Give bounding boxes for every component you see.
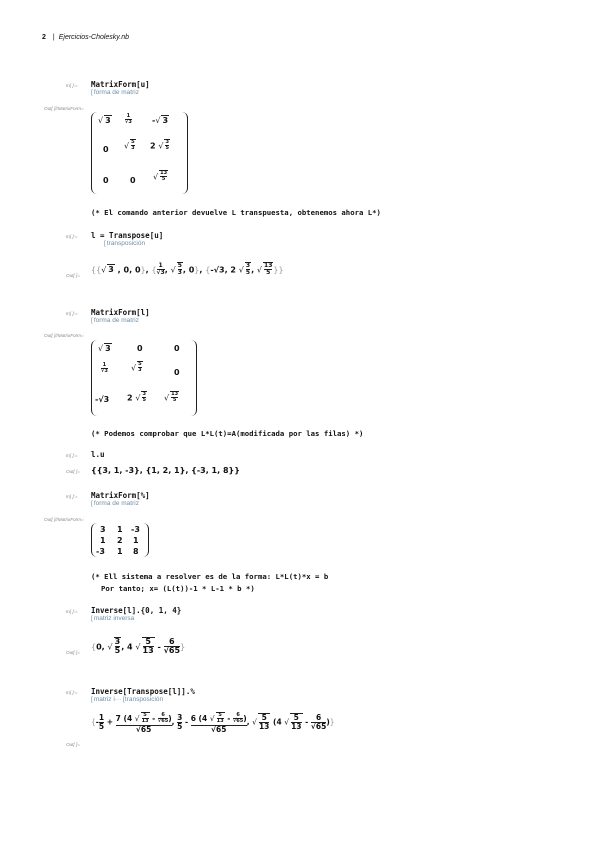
out-matrixform-label: Out[ ]//MatrixForm= [44, 333, 84, 338]
l-22: √ $\frac{5}{3}$ [131, 361, 142, 374]
p-22: 2 [117, 536, 123, 545]
u-21: 0 [103, 145, 109, 154]
page-number: 2 [42, 34, 46, 41]
p-11: 3 [100, 525, 106, 534]
page-header [42, 34, 129, 41]
out-matrixform-label: Out[ ]//MatrixForm= [44, 106, 84, 111]
u-33: √ $\frac{13}{5}$ [153, 170, 168, 183]
out-matrixform-label: Out[ ]//MatrixForm= [44, 517, 84, 522]
output-cell-7: {- $\frac{1}{5}$ + 7 (4 √ $\frac{5}{13}$ - $\frac{6}{√65}$ ) √65 , $\frac{3}{5}$ - 6 (4 √ $\frac{5}{13}$ - $\frac{6}{√65}$ ) √65 , √ $\frac{5}{13}$ (4 √ $\frac{5}{13}$ - $\frac{6}{√65}$ )} [91, 712, 335, 734]
u-22: √ $\frac{5}{3}$ [124, 139, 135, 152]
u-11: √ 3 [98, 116, 111, 125]
input-cell-5[interactable]: MatrixForm[%] [91, 491, 150, 500]
in-label: In[ ]:= [66, 690, 78, 695]
input-cell-4[interactable]: l.u [91, 450, 105, 459]
u-23: 2 √ $\frac{3}{5}$ [150, 139, 169, 152]
input-cell-2[interactable]: l = Transpose[u] [91, 231, 164, 240]
p-12: 1 [117, 525, 123, 534]
out-label: Out[ ]= [66, 742, 80, 747]
l-23: 0 [174, 368, 180, 377]
u-13: -√ 3 [152, 116, 169, 125]
l-21: $\frac{1}{√3}$ [101, 362, 108, 375]
u-32: 0 [130, 176, 136, 185]
output-cell-6: {0, √ $\frac{3}{5}$ , 4 √ $\frac{5}{13}$ - $\frac{6}{√65}$ } [91, 637, 186, 656]
hint-forma-de-matriz: [ forma de matriz [91, 317, 139, 324]
comment-3-line-1: (* Ell sistema a resolver es de la forma: L*L(t)*x = b [91, 572, 329, 581]
hint-matriz-inversa: [ matriz inversa [91, 615, 134, 622]
comment-3-line-2: Por tanto; x= (L(t))-1 * L-1 * b *) [101, 584, 255, 593]
input-cell-7[interactable]: Inverse[Transpose[l]].% [91, 687, 195, 696]
p-33: 8 [133, 547, 139, 556]
hint-forma-de-matriz: [ forma de matriz [91, 500, 139, 507]
p-31: -3 [96, 547, 105, 556]
p-21: 1 [100, 536, 106, 545]
l-31: -√3 [95, 395, 110, 404]
input-cell-6[interactable]: Inverse[l].{0, 1, 4} [91, 606, 182, 615]
input-cell-3[interactable]: MatrixForm[l] [91, 308, 150, 317]
hint-matriz-inversa-transposicion: [ matriz i··· [transposición [91, 696, 163, 703]
p-23: 1 [133, 536, 139, 545]
comment-1: (* El comando anterior devuelve L transpuesta, obtenemos ahora L*) [91, 208, 381, 217]
l-33: √ $\frac{13}{5}$ [164, 391, 179, 404]
l-12: 0 [137, 344, 143, 353]
in-label: In[ ]:= [66, 234, 78, 239]
l-11: √ 3 [98, 344, 111, 353]
u-12: $\frac{1}{√3}$ [125, 113, 132, 126]
l-32: 2 √ $\frac{3}{5}$ [127, 391, 146, 404]
in-label: In[ ]:= [66, 609, 78, 614]
hint-transposicion: [ transposición [104, 240, 145, 247]
notebook-file-name: Ejercicios-Cholesky.nb [58, 34, 130, 41]
in-label: In[ ]:= [66, 83, 78, 88]
output-cell-4: {{3, 1, -3}, {1, 2, 1}, {-3, 1, 8}} [91, 466, 240, 475]
out-label: Out[ ]= [66, 650, 80, 655]
header-separator: | [52, 34, 55, 41]
out-label: Out[ ]= [66, 469, 80, 474]
in-label: In[ ]:= [66, 494, 78, 499]
p-13: -3 [131, 525, 140, 534]
in-label: In[ ]:= [66, 453, 78, 458]
u-31: 0 [103, 176, 109, 185]
l-13: 0 [174, 344, 180, 353]
hint-forma-de-matriz: [ forma de matriz [91, 89, 139, 96]
comment-2: (* Podemos comprobar que L*L(t)=A(modificada por las filas) *) [91, 429, 364, 438]
in-label: In[ ]:= [66, 311, 78, 316]
p-32: 1 [117, 547, 123, 556]
input-cell-1[interactable]: MatrixForm[u] [91, 80, 150, 89]
out-label: Out[ ]= [66, 273, 80, 278]
output-cell-2: {{√ 3 , 0, 0}, { $\frac{1}{√3}$ , √ $\frac{5}{3}$ , 0}, {-√3, 2 √ $\frac{3}{5}$ , √ $\frac{13}{5}$ }} [91, 262, 284, 277]
